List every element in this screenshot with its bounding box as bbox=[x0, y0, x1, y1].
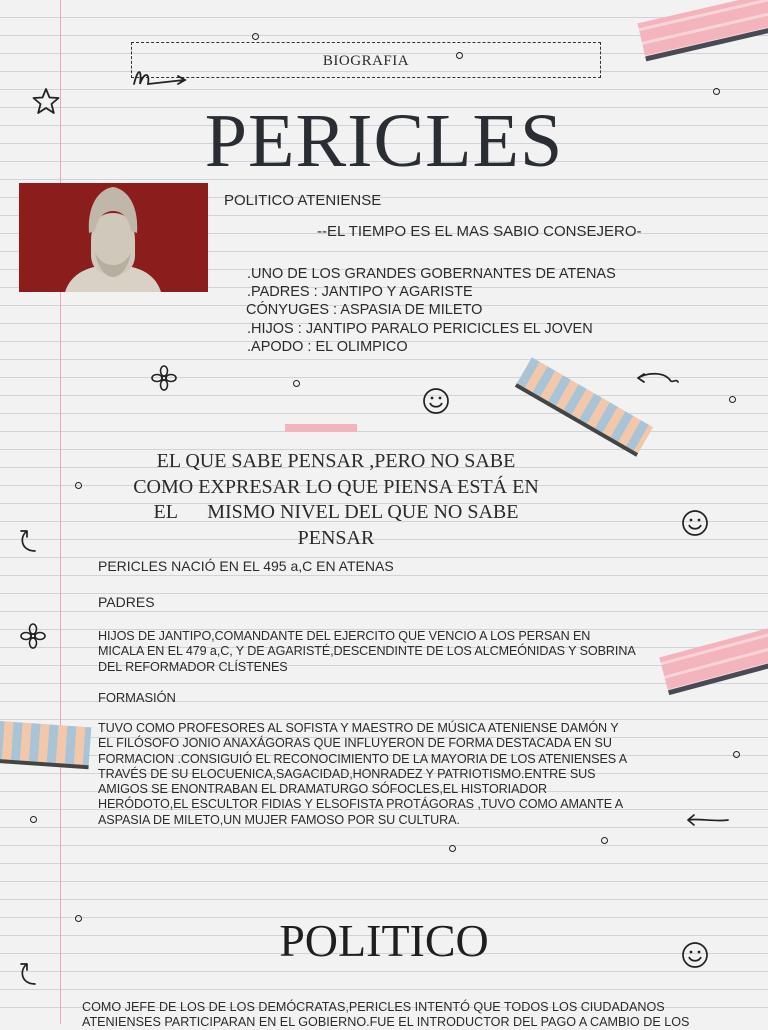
paragraph-line: FORMACION .CONSIGUIÓ EL RECONOCIMIENTO DE LA MAYORIA DE LOS ATENIENSES A bbox=[98, 751, 628, 766]
curved-arrow-icon bbox=[15, 525, 41, 560]
paragraph-line: AMIGOS SE ENONTRABAN EL DRAMATURGO SÓFOCLES,EL HISTORIADOR bbox=[98, 782, 548, 797]
tape-top-right bbox=[638, 0, 768, 61]
tape-middle-right bbox=[659, 624, 768, 695]
curved-arrow-icon bbox=[15, 958, 41, 993]
flower-icon bbox=[151, 365, 177, 396]
big-quote-line: EL MISMO NIVEL DEL QUE NO SABE bbox=[153, 501, 519, 524]
page-title: PERICLES bbox=[204, 99, 564, 183]
star-icon bbox=[31, 87, 61, 120]
parents-paragraph bbox=[98, 629, 636, 675]
paragraph-line: EL FILÓSOFO JONIO ANAXÁGORAS QUE INFLUYERON DE FORMA DESTACADA EN SU bbox=[98, 736, 612, 751]
fact-item: CÓNYUGES : ASPASIA DE MILETO bbox=[246, 302, 483, 319]
paragraph-line: ASPASIA DE MILETO,UN MUJER FAMOSO POR SU CULTURA. bbox=[98, 812, 460, 827]
parents-heading: PADRES bbox=[98, 594, 155, 610]
dot-icon bbox=[252, 33, 259, 40]
paragraph-line: ATENIENSES PARTICIPARAN EN EL GOBIERNO.FUE EL INTRODUCTOR DEL PAGO A CAMBIO DE LOS bbox=[82, 1015, 690, 1029]
big-quote bbox=[110, 449, 562, 551]
famous-quote: --EL TIEMPO ES EL MAS SABIO CONSEJERO- bbox=[317, 223, 642, 240]
formation-heading: FORMASIÓN bbox=[98, 690, 176, 705]
smiley-icon bbox=[681, 941, 709, 974]
big-quote-line: EL QUE SABE PENSAR ,PERO NO SABE bbox=[156, 450, 516, 472]
smiley-icon bbox=[422, 387, 450, 420]
fact-item: .APODO : EL OLIMPICO bbox=[247, 338, 408, 355]
dot-icon bbox=[733, 751, 740, 758]
pericles-bust-image bbox=[19, 183, 208, 292]
paragraph-line: TRAVÉS DE SU ELOCUENICA,SAGACIDAD,HONRADEZ Y PATRIOTISMO.ENTRE SUS bbox=[98, 766, 596, 781]
formation-paragraph bbox=[98, 721, 627, 828]
tape-wavy-middle bbox=[515, 357, 653, 456]
politico-paragraph bbox=[82, 1000, 722, 1030]
tape-wavy-left bbox=[0, 721, 91, 770]
dot-icon bbox=[449, 845, 456, 852]
paragraph-line: MICALA EN EL 479 a,C, Y DE AGARISTÉ,DESCENDINTE DE LOS ALCMEÓNIDAS Y SOBRINA bbox=[98, 644, 636, 659]
curved-arrow-icon bbox=[634, 368, 682, 393]
paragraph-line: HERÓDOTO,EL ESCULTOR FIDIAS Y ELSOFISTA PROTÁGORAS ,TUVO COMO AMANTE A bbox=[98, 797, 624, 812]
dot-icon bbox=[30, 816, 37, 823]
squiggle-arrow-icon bbox=[130, 66, 190, 95]
paragraph-line: DEL REFORMADOR CLÍSTENES bbox=[98, 659, 288, 674]
biografia-label: BIOGRAFIA bbox=[322, 53, 410, 69]
paragraph-line: COMO JEFE DE LOS DE LOS DEMÓCRATAS,PERICLES INTENTÓ QUE TODOS LOS CIUDADANOS bbox=[82, 1000, 665, 1014]
born-text: PERICLES NACIÓ EN EL 495 a,C EN ATENAS bbox=[98, 558, 394, 574]
dot-icon bbox=[713, 88, 720, 95]
dot-icon bbox=[456, 52, 463, 59]
fact-item: .HIJOS : JANTIPO PARALO PERICICLES EL JOVEN bbox=[247, 320, 593, 337]
section-heading-politico: POLITICO bbox=[279, 915, 489, 966]
tape-pink-fragment bbox=[285, 424, 357, 432]
big-quote-line: PENSAR bbox=[297, 526, 375, 549]
curved-arrow-icon bbox=[684, 810, 732, 835]
flower-icon bbox=[20, 623, 46, 654]
facts-list bbox=[247, 265, 616, 356]
dot-icon bbox=[601, 837, 608, 844]
smiley-icon bbox=[681, 509, 709, 542]
paragraph-line: HIJOS DE JANTIPO,COMANDANTE DEL EJERCITO QUE VENCIO A LOS PERSAN EN bbox=[98, 629, 591, 643]
paragraph-line: TUVO COMO PROFESORES AL SOFISTA Y MAESTRO DE MÚSICA ATENIENSE DAMÓN Y bbox=[98, 721, 619, 735]
fact-item: .UNO DE LOS GRANDES GOBERNANTES DE ATENAS bbox=[247, 266, 616, 282]
subtitle: POLITICO ATENIENSE bbox=[224, 192, 382, 209]
dot-icon bbox=[293, 380, 300, 387]
dot-icon bbox=[729, 396, 736, 403]
dot-icon bbox=[75, 482, 82, 489]
fact-item: .PADRES : JANTIPO Y AGARISTE bbox=[247, 284, 473, 301]
big-quote-line: COMO EXPRESAR LO QUE PIENSA ESTÁ EN bbox=[133, 475, 539, 498]
